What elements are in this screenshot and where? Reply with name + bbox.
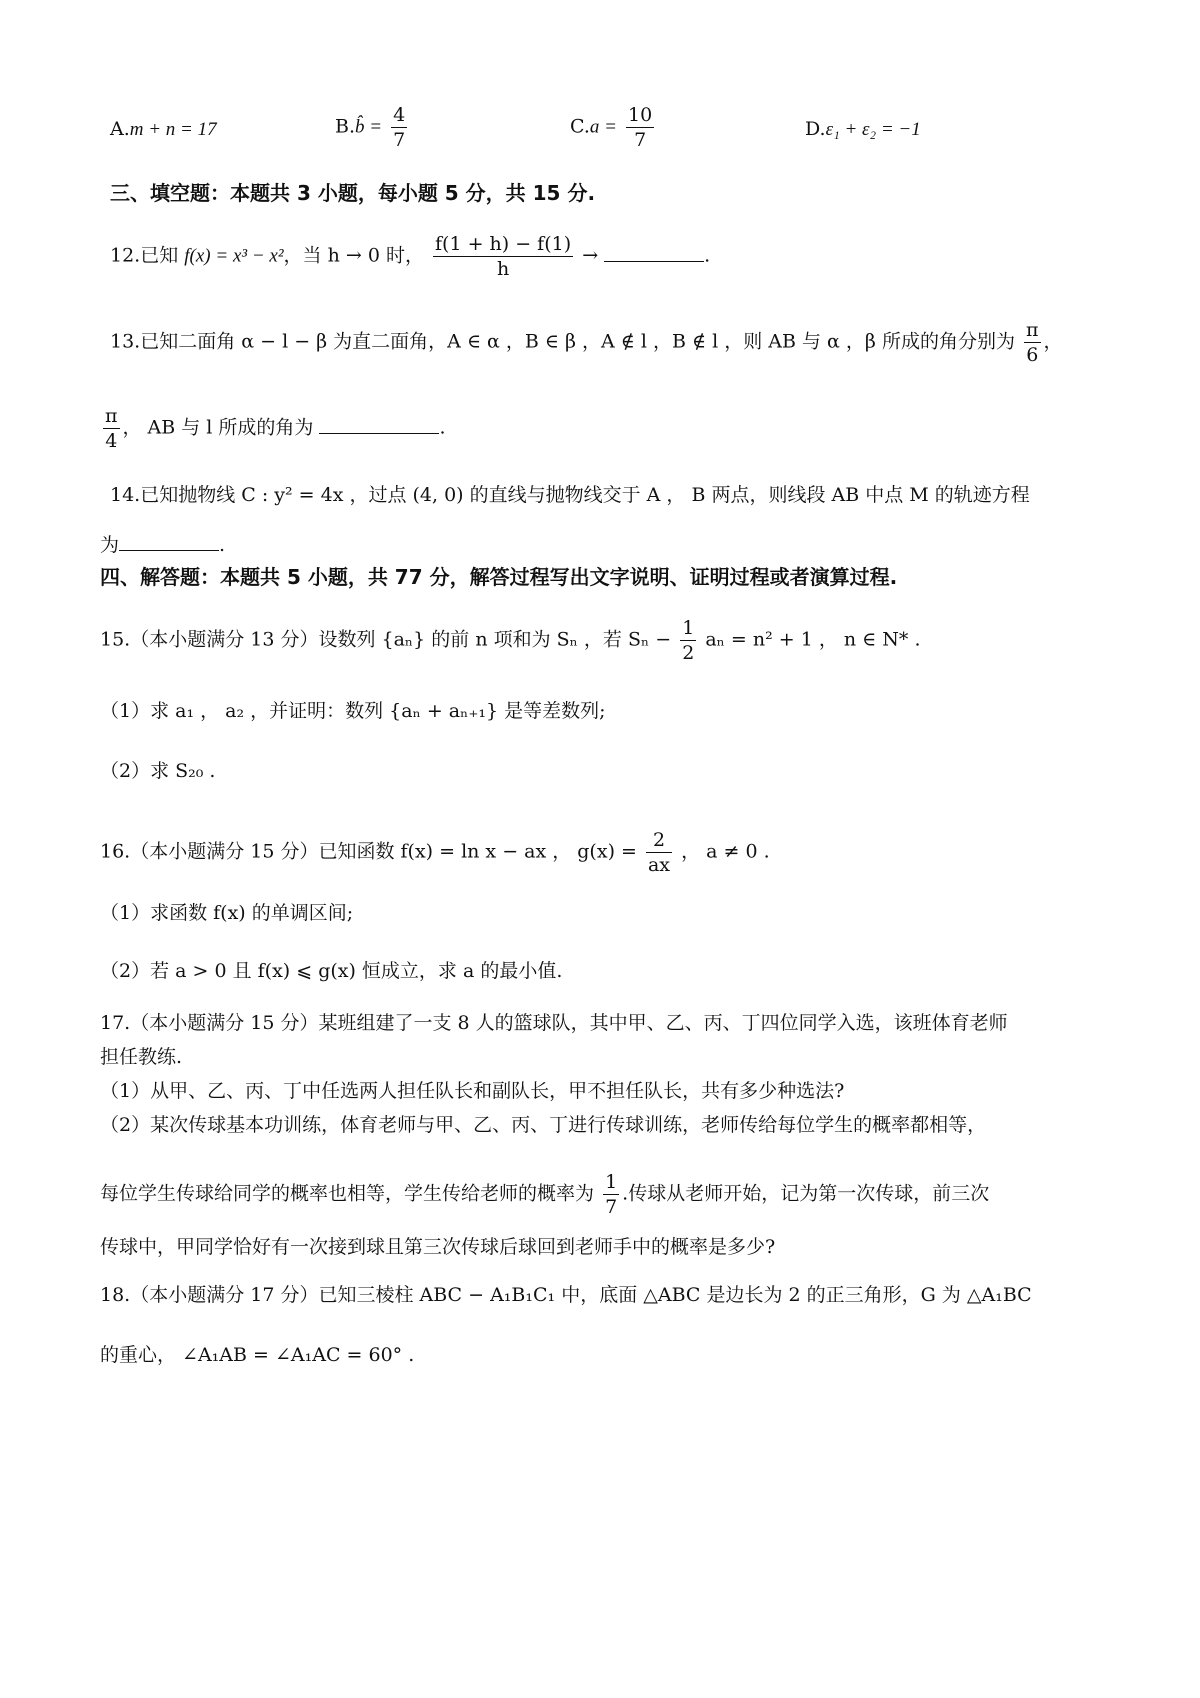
question-13-line-1 [110, 318, 1090, 367]
q17-part-2-line-3: 传球中，甲同学恰好有一次接到球且第三次传球后球回到老师手中的概率是多少? [100, 1236, 776, 1258]
q12-arrow: → [582, 244, 599, 267]
q13-answer-blank[interactable] [319, 415, 439, 434]
section-4-heading: 四、解答题：本题共 5 小题，共 77 分，解答过程写出文字说明、证明过程或者演算过程. [100, 565, 898, 589]
q16-part-2: （2）若 a > 0 且 f(x) ⩽ g(x) 恒成立，求 a 的最小值. [100, 960, 563, 982]
question-13-line-2 [100, 404, 1090, 453]
q13-frac1-den: 6 [1026, 344, 1039, 366]
q17-p2b-suffix: .传球从老师开始，记为第一次传球，前三次 [622, 1182, 990, 1205]
option-d [805, 116, 921, 143]
option-d-label: D. [805, 118, 826, 140]
q14-answer-blank[interactable] [119, 532, 219, 551]
option-d-expr: ε₁ + ε₂ = −1 [825, 119, 921, 140]
question-17-line-2: 担任教练. [100, 1046, 183, 1068]
q12-num: f(1 + h) − f(1) [435, 233, 572, 255]
q13-comma: ， [1043, 330, 1063, 353]
q16-part-1: （1）求函数 f(x) 的单调区间; [100, 902, 354, 924]
q12-end: . [704, 244, 711, 267]
question-14-line-2 [100, 532, 1090, 558]
q13-frac1-num: π [1026, 319, 1039, 341]
q13-line2-text: ， AB 与 l 所成的角为 [122, 416, 314, 439]
question-18-line-2: 的重心， ∠A₁AB = ∠A₁AC = 60° . [100, 1344, 415, 1366]
q16-fraction [646, 828, 672, 877]
q17-part-2-line-2 [100, 1170, 1090, 1219]
q15-den: 2 [682, 642, 695, 664]
q14-line2-prefix: 为 [100, 534, 120, 556]
option-b-num: 4 [393, 104, 406, 126]
q12-cond: ，当 h → 0 时， [283, 244, 424, 267]
q12-prefix: 12.已知 [110, 244, 179, 267]
option-b [335, 103, 410, 152]
option-c-fraction [626, 103, 654, 152]
question-12 [110, 232, 1090, 281]
q15-part-1: （1）求 a₁ ， a₂ ，并证明：数列 {aₙ + aₙ₊₁} 是等差数列; [100, 700, 606, 722]
q13-frac2-den: 4 [105, 430, 118, 452]
q17-part-1: （1）从甲、乙、丙、丁中任选两人担任队长和副队长，甲不担任队长，共有多少种选法? [100, 1080, 845, 1102]
option-a-expr: m + n = 17 [129, 119, 217, 140]
q14-end: . [219, 534, 226, 556]
option-b-fraction [391, 103, 407, 152]
option-a-label: A. [110, 118, 130, 140]
q16-den: ax [647, 854, 671, 876]
q12-answer-blank[interactable] [604, 243, 704, 262]
option-b-label: B. [335, 115, 356, 138]
q12-func: f(x) = x³ − x² [184, 245, 284, 267]
option-c-den: 7 [634, 129, 647, 151]
q17-p2b-prefix: 每位学生传球给同学的概率也相等，学生传给老师的概率为 [100, 1182, 595, 1205]
question-18-line-1: 18.（本小题满分 17 分）已知三棱柱 ABC − A₁B₁C₁ 中，底面 △ABC 是边长为 2 的正三角形，G 为 △A₁BC [100, 1284, 1032, 1306]
section-3-heading: 三、填空题：本题共 3 小题，每小题 5 分，共 15 分. [110, 181, 596, 205]
q16-num: 2 [646, 828, 672, 853]
q12-fraction [433, 232, 573, 281]
q15-prefix: 15.（本小题满分 13 分）设数列 {aₙ} 的前 n 项和为 Sₙ ，若 Sₙ − [100, 628, 672, 651]
q17-num: 1 [605, 1171, 618, 1193]
option-c-lhs: a = [589, 116, 617, 138]
question-14-line-1: 14.已知抛物线 C : y² = 4x ，过点 (4, 0) 的直线与抛物线交于 A ， B 两点，则线段 AB 中点 M 的轨迹方程 [110, 484, 1030, 506]
q13-end: . [439, 416, 446, 439]
q13-fraction-1 [1024, 318, 1041, 367]
question-15 [100, 616, 1090, 665]
option-c-num: 10 [628, 104, 653, 126]
option-a [110, 116, 217, 143]
option-c [570, 103, 657, 152]
q15-part-2: （2）求 S₂₀ . [100, 760, 216, 782]
question-16 [100, 828, 1090, 877]
q12-den: h [496, 258, 510, 280]
q16-suffix: ， a ≠ 0 . [681, 840, 770, 863]
q17-den: 7 [605, 1196, 618, 1218]
q15-num: 1 [682, 617, 695, 639]
q17-part-2: （2）某次传球基本功训练，体育老师与甲、乙、丙、丁进行传球训练，老师传给每位学生的概率都相等， [100, 1114, 987, 1136]
q13-fraction-2 [103, 404, 120, 453]
q15-fraction [680, 616, 696, 665]
option-b-den: 7 [393, 129, 406, 151]
option-b-lhs: b̂ = [355, 116, 383, 138]
q17-fraction [603, 1170, 619, 1219]
q16-prefix: 16.（本小题满分 15 分）已知函数 f(x) = ln x − ax ， g(x) = [100, 840, 637, 863]
q13-line1-text: 13.已知二面角 α − l − β 为直二面角，A ∈ α ，B ∈ β ，A ∉ l ，B ∉ l ，则 AB 与 α ，β 所成的角分别为 [110, 330, 1015, 353]
question-17-line-1: 17.（本小题满分 15 分）某班组建了一支 8 人的篮球队，其中甲、乙、丙、丁四位同学入选，该班体育老师 [100, 1012, 1008, 1034]
option-c-label: C. [570, 115, 590, 138]
q15-suffix: aₙ = n² + 1 ， n ∈ N* . [705, 628, 921, 651]
q13-frac2-num: π [105, 405, 118, 427]
